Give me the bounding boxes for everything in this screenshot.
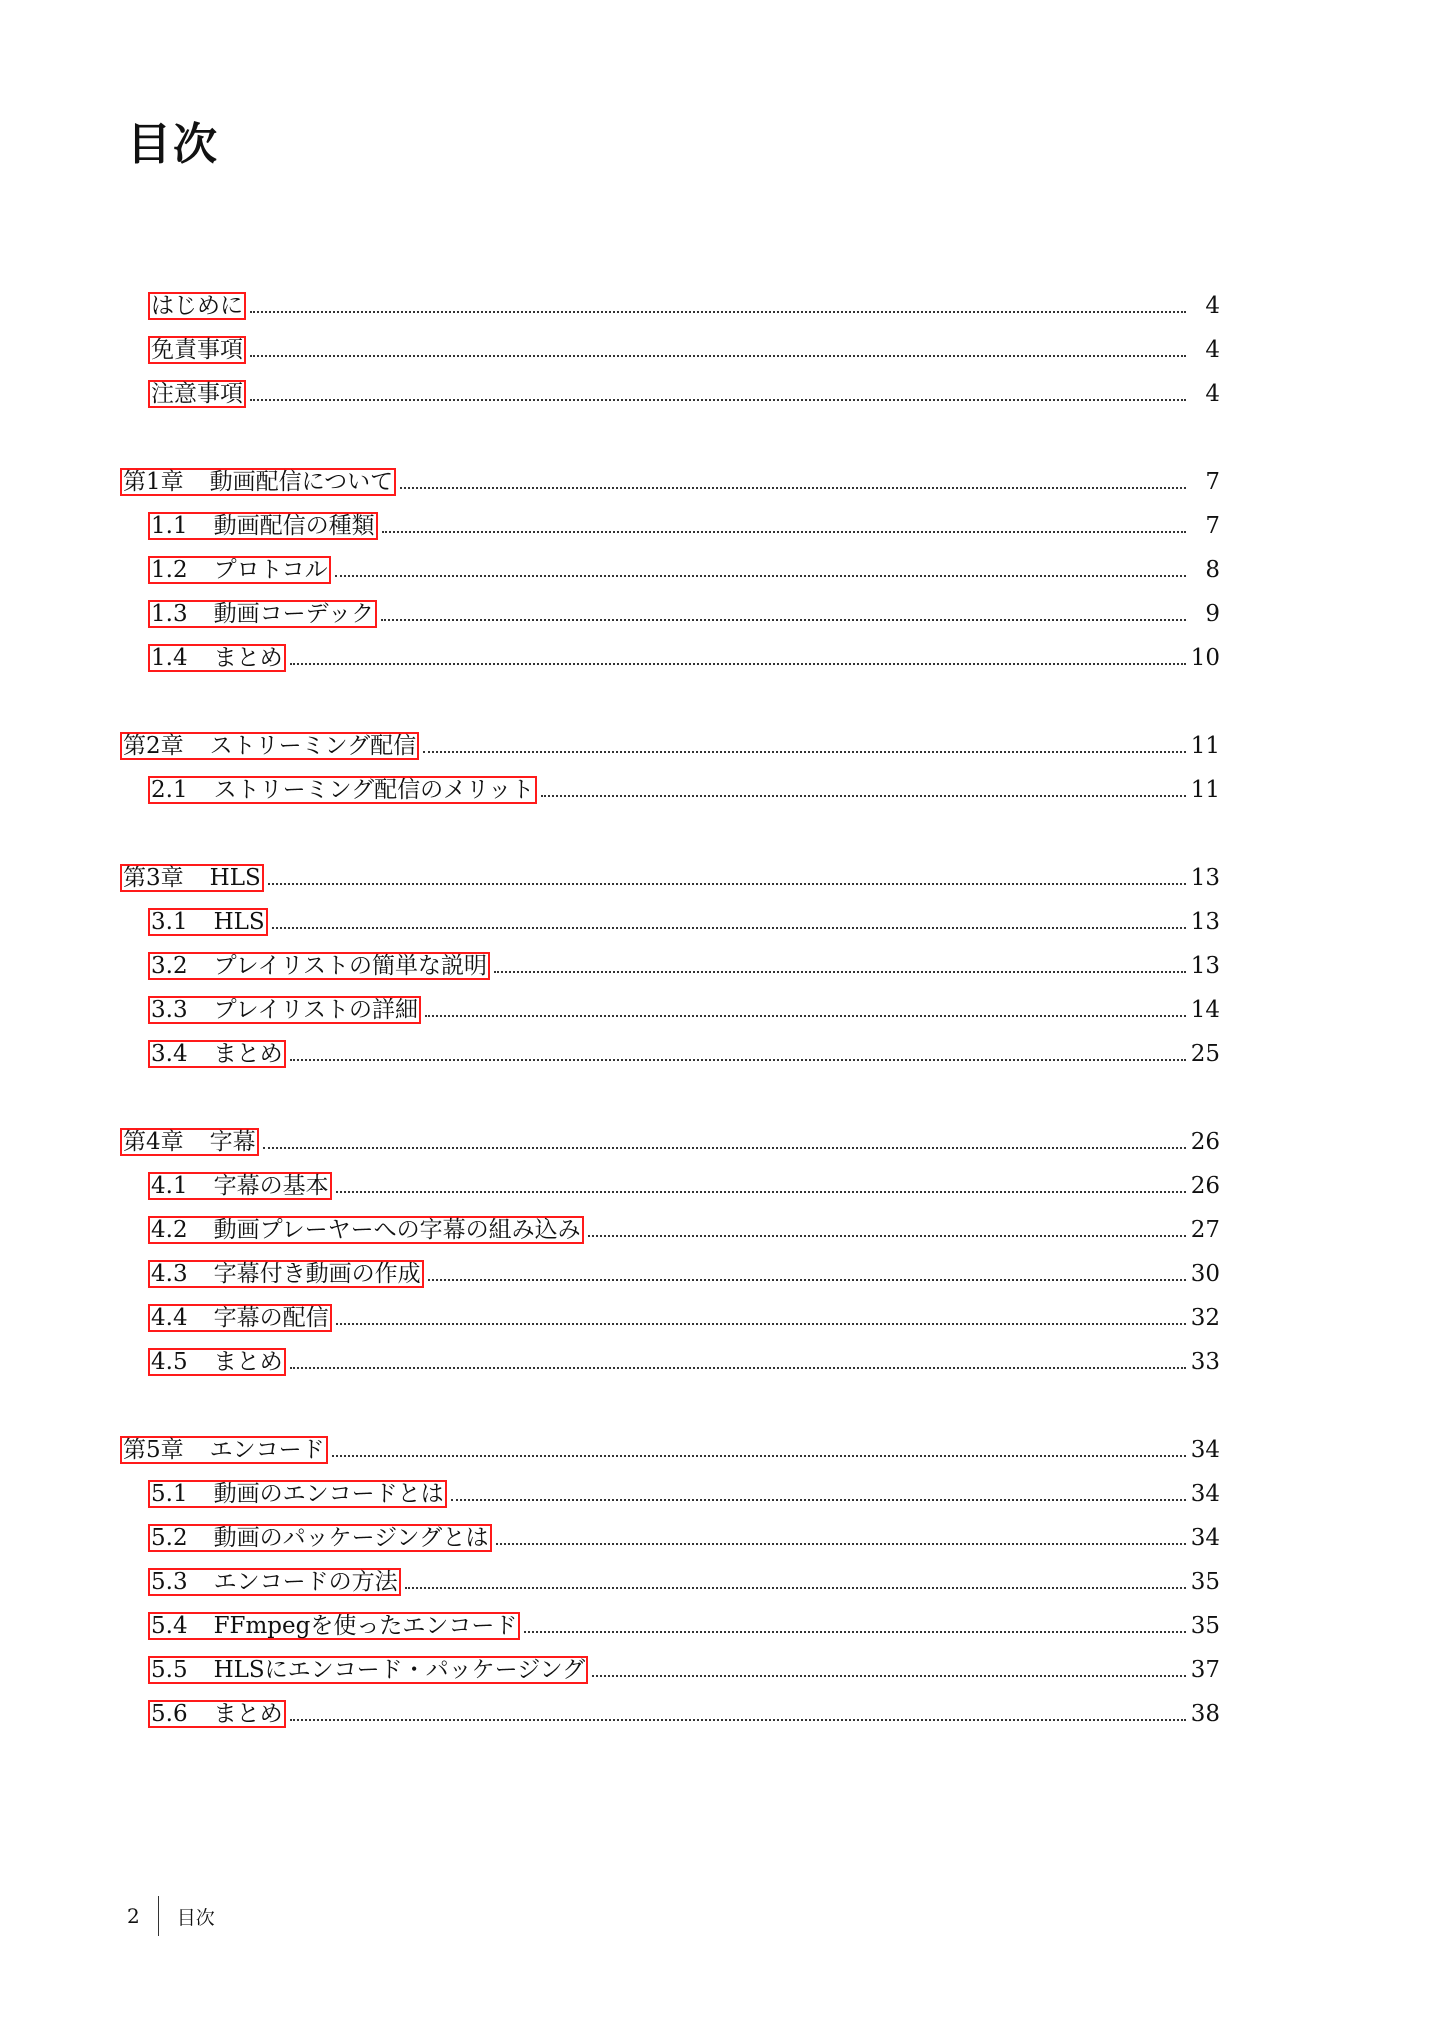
toc-leader-dots xyxy=(405,1587,1186,1589)
toc-entry-title[interactable] xyxy=(148,1612,520,1640)
toc-leader-dots xyxy=(250,355,1186,357)
toc-section-entry[interactable] xyxy=(120,1472,1220,1516)
toc-entry-title[interactable] xyxy=(148,292,246,320)
toc-entry-title[interactable] xyxy=(148,380,246,408)
toc-section-entry[interactable] xyxy=(120,1604,1220,1648)
toc-entry-title[interactable] xyxy=(148,1040,286,1068)
toc-entry-title[interactable] xyxy=(148,1304,332,1332)
toc-section-entry[interactable] xyxy=(120,1516,1220,1560)
toc-section-entry[interactable] xyxy=(120,372,1220,416)
toc-entry-title[interactable] xyxy=(148,556,331,584)
toc-page-number: 14 xyxy=(1190,997,1220,1023)
toc-entry-label: 免責事項 xyxy=(151,337,243,363)
toc-page-number: 27 xyxy=(1190,1217,1220,1243)
toc-section-entry[interactable] xyxy=(120,1252,1220,1296)
toc-entry-label: 動画のエンコードとは xyxy=(213,1481,444,1507)
toc-entry-number: 第1章 xyxy=(123,469,184,495)
toc-page-number: 37 xyxy=(1190,1657,1220,1683)
toc-entry-title[interactable] xyxy=(148,1216,584,1244)
toc-group xyxy=(120,856,1220,1076)
toc-entry-number: 3.1 xyxy=(151,909,188,935)
footer-section-label: 目次 xyxy=(176,1906,215,1929)
toc-entry-label: HLS xyxy=(209,865,261,891)
toc-leader-dots xyxy=(524,1631,1186,1633)
toc-leader-dots xyxy=(290,1367,1186,1369)
toc-entry-label: 注意事項 xyxy=(151,381,243,407)
toc-section-entry[interactable] xyxy=(120,328,1220,372)
toc-entry-label: 字幕の基本 xyxy=(213,1173,329,1199)
toc-entry-number: 第5章 xyxy=(123,1437,184,1463)
toc-entry-title[interactable] xyxy=(148,1480,447,1508)
toc-entry-label: まとめ xyxy=(213,1041,283,1067)
page-title: 目次 xyxy=(127,119,219,170)
toc-entry-number: 4.2 xyxy=(151,1217,188,1243)
toc-entry-label: まとめ xyxy=(213,645,283,671)
toc-section-entry[interactable] xyxy=(120,548,1220,592)
toc-section-entry[interactable] xyxy=(120,636,1220,680)
toc-leader-dots xyxy=(332,1455,1186,1457)
toc-leader-dots xyxy=(428,1279,1186,1281)
toc-entry-label: まとめ xyxy=(213,1701,283,1727)
toc-entry-title[interactable] xyxy=(148,1568,401,1596)
toc-leader-dots xyxy=(381,619,1186,621)
toc-section-entry[interactable] xyxy=(120,768,1220,812)
toc-entry-number: 1.1 xyxy=(151,513,188,539)
toc-entry-number: 2.1 xyxy=(151,777,188,803)
toc-leader-dots xyxy=(268,883,1186,885)
toc-entry-label: 字幕の配信 xyxy=(213,1305,329,1331)
toc-section-entry[interactable] xyxy=(120,1560,1220,1604)
toc-entry-number: 3.4 xyxy=(151,1041,188,1067)
toc-page-number: 8 xyxy=(1205,557,1220,583)
toc-leader-dots xyxy=(382,531,1186,533)
toc-entry-number: 3.2 xyxy=(151,953,188,979)
toc-leader-dots xyxy=(263,1147,1186,1149)
toc-section-entry[interactable] xyxy=(120,1340,1220,1384)
toc-page-number: 4 xyxy=(1205,293,1220,319)
toc-leader-dots xyxy=(423,751,1186,753)
toc-leader-dots xyxy=(451,1499,1186,1501)
toc-leader-dots xyxy=(290,1719,1186,1721)
toc-page-number: 34 xyxy=(1190,1481,1220,1507)
toc-leader-dots xyxy=(592,1675,1186,1677)
toc-leader-dots xyxy=(494,971,1186,973)
footer-page-number: 2 xyxy=(127,1904,140,1928)
toc-entry-title[interactable] xyxy=(148,600,377,628)
toc-entry-number: 5.5 xyxy=(151,1657,188,1683)
toc-leader-dots xyxy=(272,927,1186,929)
toc-entry-number: 4.5 xyxy=(151,1349,188,1375)
toc-leader-dots xyxy=(250,311,1186,313)
toc-page-number: 26 xyxy=(1190,1129,1220,1155)
footer-divider xyxy=(158,1896,159,1936)
toc-entry-title[interactable] xyxy=(120,1436,328,1464)
toc-entry-number: 第4章 xyxy=(123,1129,184,1155)
toc-entry-title[interactable] xyxy=(148,1524,492,1552)
toc-entry-number: 4.1 xyxy=(151,1173,188,1199)
toc-leader-dots xyxy=(336,1323,1186,1325)
toc-entry-title[interactable] xyxy=(148,1656,588,1684)
toc-entry-number: 4.4 xyxy=(151,1305,188,1331)
toc-entry-label: 字幕付き動画の作成 xyxy=(213,1261,421,1287)
toc-page-number: 9 xyxy=(1205,601,1220,627)
toc-chapter-entry[interactable] xyxy=(120,856,1220,900)
toc-entry-number: 3.3 xyxy=(151,997,188,1023)
toc-leader-dots xyxy=(290,663,1186,665)
toc-entry-number: 4.3 xyxy=(151,1261,188,1287)
toc-entry-label: プレイリストの簡単な説明 xyxy=(213,953,488,979)
toc-entry-number: 1.3 xyxy=(151,601,188,627)
toc-page-number: 10 xyxy=(1190,645,1220,671)
toc-entry-title[interactable] xyxy=(148,336,246,364)
toc-chapter-entry[interactable] xyxy=(120,1428,1220,1472)
toc-chapter-entry[interactable] xyxy=(120,460,1220,504)
toc-entry-title[interactable] xyxy=(148,644,286,672)
toc-entry-number: 5.1 xyxy=(151,1481,188,1507)
toc-entry-title[interactable] xyxy=(120,1128,259,1156)
toc-page-number: 35 xyxy=(1190,1613,1220,1639)
toc-leader-dots xyxy=(425,1015,1186,1017)
toc-section-entry[interactable] xyxy=(120,1032,1220,1076)
toc-leader-dots xyxy=(336,1191,1186,1193)
toc-page-number: 33 xyxy=(1190,1349,1220,1375)
toc-entry-title[interactable] xyxy=(120,468,396,496)
toc-group xyxy=(120,284,1220,416)
page-footer xyxy=(127,1896,215,1936)
toc-entry-number: 5.4 xyxy=(151,1613,188,1639)
toc-group xyxy=(120,724,1220,812)
toc-entry-label: プロトコル xyxy=(213,557,328,583)
toc-entry-title[interactable] xyxy=(148,908,268,936)
toc-page-number: 13 xyxy=(1190,909,1220,935)
toc-entry-title[interactable] xyxy=(148,512,378,540)
toc-group xyxy=(120,1120,1220,1384)
toc-entry-label: 動画のパッケージングとは xyxy=(213,1525,489,1551)
toc-leader-dots xyxy=(335,575,1186,577)
toc-chapter-entry[interactable] xyxy=(120,724,1220,768)
toc-entry-title[interactable] xyxy=(148,1260,424,1288)
toc-entry-title[interactable] xyxy=(120,732,419,760)
toc-section-entry[interactable] xyxy=(120,1164,1220,1208)
toc-entry-label: プレイリストの詳細 xyxy=(213,997,419,1023)
toc-page-number: 32 xyxy=(1190,1305,1220,1331)
toc-entry-label: HLS xyxy=(213,909,265,935)
toc-page-number: 25 xyxy=(1190,1041,1220,1067)
toc-page-number: 34 xyxy=(1190,1525,1220,1551)
toc-entry-title[interactable] xyxy=(148,1700,286,1728)
toc-entry-number: 第3章 xyxy=(123,865,184,891)
toc-entry-label: ストリーミング配信のメリット xyxy=(213,777,535,803)
toc-entry-number: 1.2 xyxy=(151,557,188,583)
toc-page-number: 30 xyxy=(1190,1261,1220,1287)
toc-entry-title[interactable] xyxy=(148,952,490,980)
toc-leader-dots xyxy=(541,795,1186,797)
toc-entry-label: 動画コーデック xyxy=(213,601,375,627)
toc-section-entry[interactable] xyxy=(120,900,1220,944)
toc-entry-label: ストリーミング配信 xyxy=(209,733,417,759)
toc-entry-title[interactable] xyxy=(120,864,264,892)
toc-page-number: 11 xyxy=(1190,777,1220,803)
toc-leader-dots xyxy=(400,487,1186,489)
toc-page-number: 13 xyxy=(1190,865,1220,891)
toc-entry-label: 動画配信について xyxy=(209,469,394,495)
toc-entry-label: 動画プレーヤーへの字幕の組み込み xyxy=(213,1217,581,1243)
toc-entry-title[interactable] xyxy=(148,1172,332,1200)
toc-section-entry[interactable] xyxy=(120,944,1220,988)
toc-entry-label: 動画配信の種類 xyxy=(213,513,375,539)
toc-page-number: 35 xyxy=(1190,1569,1220,1595)
toc-entry-title[interactable] xyxy=(148,776,537,804)
toc-section-entry[interactable] xyxy=(120,504,1220,548)
toc-page-number: 11 xyxy=(1190,733,1220,759)
toc-entry-label: エンコード xyxy=(209,1437,325,1463)
toc-leader-dots xyxy=(496,1543,1186,1545)
toc-section-entry[interactable] xyxy=(120,284,1220,328)
toc-entry-number: 5.6 xyxy=(151,1701,188,1727)
toc-entry-number: 1.4 xyxy=(151,645,188,671)
toc-page-number: 4 xyxy=(1205,337,1220,363)
toc-section-entry[interactable] xyxy=(120,1208,1220,1252)
toc-page-number: 4 xyxy=(1205,381,1220,407)
toc-entry-title[interactable] xyxy=(148,1348,286,1376)
toc-entry-label: はじめに xyxy=(151,293,243,319)
toc-leader-dots xyxy=(250,399,1186,401)
toc-section-entry[interactable] xyxy=(120,592,1220,636)
toc-group xyxy=(120,1428,1220,1736)
toc-page-number: 26 xyxy=(1190,1173,1220,1199)
toc-page-number: 38 xyxy=(1190,1701,1220,1727)
toc-section-entry[interactable] xyxy=(120,1692,1220,1736)
toc-leader-dots xyxy=(588,1235,1186,1237)
toc-leader-dots xyxy=(290,1059,1186,1061)
toc-entry-label: エンコードの方法 xyxy=(213,1569,398,1595)
toc-entry-number: 5.3 xyxy=(151,1569,188,1595)
toc-entry-label: FFmpegを使ったエンコード xyxy=(213,1613,518,1639)
toc-entry-number: 5.2 xyxy=(151,1525,188,1551)
toc-entry-label: まとめ xyxy=(213,1349,283,1375)
toc-entry-label: 字幕 xyxy=(209,1129,256,1155)
toc-section-entry[interactable] xyxy=(120,988,1220,1032)
toc-entry-title[interactable] xyxy=(148,996,421,1024)
toc-section-entry[interactable] xyxy=(120,1296,1220,1340)
table-of-contents xyxy=(120,284,1220,1780)
toc-page-number: 7 xyxy=(1205,513,1220,539)
toc-entry-label: HLSにエンコード・パッケージング xyxy=(213,1657,586,1683)
toc-entry-number: 第2章 xyxy=(123,733,184,759)
toc-page-number: 34 xyxy=(1190,1437,1220,1463)
toc-page-number: 7 xyxy=(1205,469,1220,495)
toc-chapter-entry[interactable] xyxy=(120,1120,1220,1164)
toc-group xyxy=(120,460,1220,680)
toc-page-number: 13 xyxy=(1190,953,1220,979)
toc-section-entry[interactable] xyxy=(120,1648,1220,1692)
